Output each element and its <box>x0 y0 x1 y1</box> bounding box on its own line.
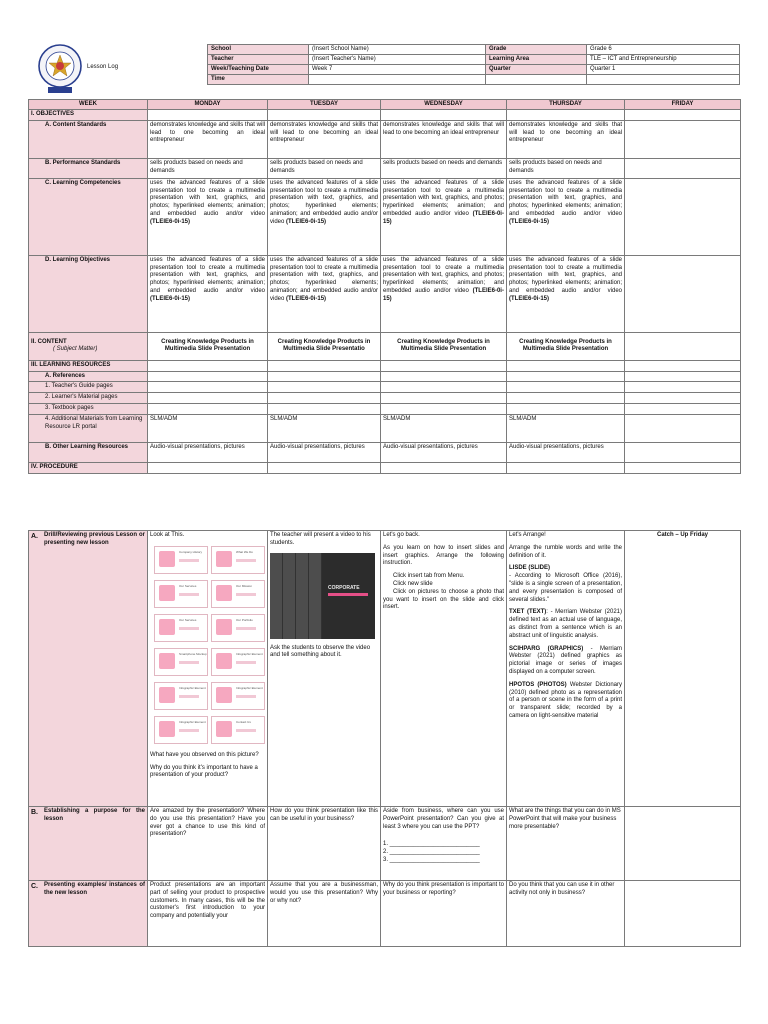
procedure-letter: B. <box>31 809 38 816</box>
cell-text: uses the advanced features of a slide presentation tool to create a multimedia presentation with text, graphics, and photos; hyperlinked elements; animation; and embedded audio and/or video <box>150 179 265 217</box>
cell-text: How do you think presentation like this can be useful in your business? <box>268 807 381 881</box>
cell-text: What are the things that you can do in MS PowerPoint that will make your business more presentable? <box>507 807 625 881</box>
slide-title: Our Portfolio <box>236 617 253 622</box>
definition-text: - Merriam Webster (2021) defined graphics as pictorial image or series of images displayed on a computer screen. <box>509 645 623 675</box>
day-header: MONDAY <box>148 100 268 110</box>
answer-line[interactable]: 2. ___________________________ <box>383 849 480 856</box>
cell-text: uses the advanced features of a slide presentation tool to create a multimedia presentation with text, graphics, and photos; hyperlinked elements; animation; and embedded audio and/or video <box>509 179 622 217</box>
info-label: Week/Teaching Date <box>208 65 309 75</box>
slide-thumbnail <box>154 580 208 608</box>
tg-pages-row <box>29 382 741 393</box>
row-label: B. Performance Standards <box>29 158 148 178</box>
row-label: B. Other Learning Resources <box>29 442 148 462</box>
cell-text: demonstrates knowledge and skills that will lead to one becoming an ideal entrepreneur <box>381 120 507 158</box>
info-label: Learning Area <box>486 55 587 65</box>
examples-row <box>29 881 741 947</box>
cell-text: demonstrates knowledge and skills that will lead to one becoming an ideal entrepreneur <box>507 120 625 158</box>
video-title: CORPORATE <box>328 584 360 591</box>
slide-title: Infographic Element <box>179 685 206 690</box>
slide-thumbnail <box>154 648 208 676</box>
cell-text: sells products based on needs and demands <box>268 158 381 178</box>
slide-image <box>216 721 232 737</box>
cell-text: uses the advanced features of a slide presentation tool to create a multimedia presentation with text, graphics, and photos; hyperlinked elements; animation; and embedded audio and/or video <box>270 179 378 225</box>
info-value: TLE – ICT and Entrepreneurship <box>587 55 740 65</box>
section-subtitle: ( Subject Matter) <box>53 346 98 353</box>
slide-image <box>159 721 175 737</box>
slide-thumbnail <box>211 682 265 710</box>
slide-bar <box>236 661 256 664</box>
slide-image <box>159 551 175 567</box>
learning-objectives-row <box>29 255 741 332</box>
procedure-letter: C. <box>31 883 38 890</box>
info-label <box>486 75 587 85</box>
slide-bar <box>179 729 199 732</box>
references-row <box>29 371 741 382</box>
other-resources-row <box>29 442 741 462</box>
drill-thursday <box>507 531 625 807</box>
cell-text: What have you observed on this picture? <box>150 751 259 758</box>
slide-thumbnail <box>154 682 208 710</box>
slide-title: Infographic Element <box>236 651 263 656</box>
day-header-row <box>29 100 741 110</box>
slide-bar <box>236 593 256 596</box>
slide-bar <box>179 593 199 596</box>
definition-text: - According to Microsoft Office (2016), "slide is a single screen of a presentation, and every presentation is composed of several slides." <box>509 573 622 603</box>
cell-text: uses the advanced features of a slide presentation tool to create a multimedia presentation with text, graphics, and photos; hyperlinked elements; animation; and embedded audio and/or video <box>509 256 622 294</box>
content-topic: Creating Knowledge Products in Multimedia Slide Presentation <box>148 332 268 360</box>
day-header: THURSDAY <box>507 100 625 110</box>
definition-photos <box>509 682 622 721</box>
slide-thumbnail <box>211 546 265 574</box>
day-header: WEDNESDAY <box>381 100 507 110</box>
slide-image <box>159 585 175 601</box>
competency-code: (TLEIE6-0i-15) <box>150 218 191 225</box>
cell-objective <box>507 255 625 332</box>
info-label: Time <box>208 75 309 85</box>
definition-term: SCIHPARG (GRAPHICS) <box>509 645 584 652</box>
slide-title: Our Services <box>179 617 197 622</box>
info-row-time <box>208 75 740 85</box>
textbook-pages-row <box>29 403 741 414</box>
day-header: FRIDAY <box>625 100 741 110</box>
cell-text: sells products based on needs and demands <box>507 158 625 178</box>
row-label: 1. Teacher's Guide pages <box>29 382 148 393</box>
cell-text: Arrange the rumble words and write the definition of it. <box>509 544 622 559</box>
cell-objective <box>381 255 507 332</box>
procedure-letter: A. <box>31 533 38 540</box>
cell-objective <box>148 255 268 332</box>
cell-text: demonstrates knowledge and skills that will lead to one becoming an ideal entrepreneur <box>268 120 381 158</box>
info-label: Teacher <box>208 55 309 65</box>
info-row-teacher <box>208 55 740 65</box>
cell-text: demonstrates knowledge and skills that will lead to one becoming an ideal entrepreneur <box>148 120 268 158</box>
instruction-item: Click insert tab from Menu. <box>393 573 465 580</box>
competency-code: (TLEIE6-0i-15) <box>286 295 327 302</box>
row-label: 3. Textbook pages <box>29 403 148 414</box>
cell-competency <box>268 178 381 255</box>
cell-text: The teacher will present a video to his students. <box>270 532 371 546</box>
slide-bar <box>179 661 199 664</box>
cell-text: As you learn on how to insert slides and insert graphics. Arrange the following instruction. <box>383 544 504 567</box>
procedure-table <box>28 530 741 947</box>
slide-image <box>216 585 232 601</box>
additional-materials-row <box>29 414 741 442</box>
cell-text: Assume that you are a businessman, would you use this presentation? Why or why not? <box>268 881 381 947</box>
procedure-title: Establishing a purpose for the lesson <box>44 808 145 822</box>
slide-bar <box>236 729 256 732</box>
slide-title: Infographic Element <box>236 685 263 690</box>
content-topic: Creating Knowledge Products in Multimedia Slide Presentation <box>507 332 625 360</box>
info-label: Quarter <box>486 65 587 75</box>
procedure-title-row <box>29 462 741 473</box>
cell-text: sells products based on needs and demands <box>381 158 507 178</box>
info-value: Quarter 1 <box>587 65 740 75</box>
row-label: D. Learning Objectives <box>29 255 148 332</box>
slide-bar <box>236 559 256 562</box>
content-row <box>29 332 741 360</box>
slide-image <box>216 619 232 635</box>
cell-text: Aside from business, where can you use PowerPoint presentation? Can you give at least 3 where you can use the PPT? <box>383 808 504 830</box>
slide-title: Our Mission <box>236 583 253 588</box>
instruction-item: Click new slide <box>393 580 433 587</box>
procedure-title: Drill/Reviewing previous Lesson or presenting new lesson <box>44 532 145 546</box>
performance-standards-row <box>29 158 741 178</box>
cell-text: Are amazed by the presentation? Where do you use this presentation? Have you ever got a chance to use this kind of presentation? <box>148 807 268 881</box>
cell-text: Look at This. <box>150 532 185 538</box>
instruction-item: Click on pictures to choose a photo that you want to insert on the slide and click insert. <box>383 588 504 611</box>
section-title: I. OBJECTIVES <box>29 110 148 121</box>
slide-bar <box>236 627 256 630</box>
slide-bar <box>236 695 256 698</box>
slide-image <box>159 687 175 703</box>
cell-text: uses the advanced features of a slide presentation tool to create a multimedia presentation with text, graphics, and photos; hyperlinked elements; animation; and embedded audio and/or video <box>270 256 378 302</box>
slide-image <box>159 653 175 669</box>
definition-term: HPOTOS (PHOTOS) <box>509 681 567 688</box>
row-label: A. References <box>29 371 148 382</box>
slide-bar <box>179 695 199 698</box>
row-label: A. Content Standards <box>29 120 148 158</box>
competency-code: (TLEIE6-0i-15) <box>150 295 191 302</box>
competency-code: (TLEIE6-0i-15) <box>286 218 327 225</box>
lesson-info-table <box>207 44 740 85</box>
section-title: II. CONTENT <box>31 338 67 345</box>
cell-text: Audio-visual presentations, pictures <box>148 442 268 462</box>
info-row-school <box>208 45 740 55</box>
info-value: (Insert School Name) <box>309 45 486 55</box>
info-value <box>587 75 740 85</box>
drill-monday <box>148 531 268 807</box>
answer-line[interactable]: 3. ___________________________ <box>383 856 480 863</box>
cell-text: Why do you think presentation is important to your business or reporting? <box>381 881 507 947</box>
slide-title: Company History <box>179 549 203 554</box>
drill-row <box>29 531 741 807</box>
video-thumbnail[interactable] <box>270 553 375 639</box>
cell-text: uses the advanced features of a slide presentation tool to create a multimedia presentation with text, graphics, and photos; hyperlinked elements; animation; and embedded audio and/or video <box>383 256 504 294</box>
drill-friday: Catch – Up Friday <box>625 531 741 807</box>
cell-text: Product presentations are an important part of selling your product to prospective customers. In many cases, this will be the customer's first introduction to your company and potentially your <box>148 881 268 947</box>
slide-image <box>216 687 232 703</box>
slide-title: Contact Us <box>236 719 251 724</box>
video-accent-bar <box>328 593 368 596</box>
deped-seal-logo <box>38 42 82 96</box>
content-topic: Creating Knowledge Products in Multimedia Slide Presentation <box>381 332 507 360</box>
slide-title: Smartphone Mockup <box>179 651 207 656</box>
cell-text: SLM/ADM <box>507 414 625 442</box>
cell-text: uses the advanced features of a slide presentation tool to create a multimedia presentation with text, graphics, and photos; hyperlinked elements; animation; and embedded audio and/or video <box>150 256 265 294</box>
cell-text: Ask the students to observe the video and tell something about it. <box>270 644 371 659</box>
procedure-title: Presenting examples/ instances of the new lesson <box>44 882 145 896</box>
drill-tuesday <box>268 531 381 807</box>
slide-thumbnail <box>154 614 208 642</box>
info-value: Grade 6 <box>587 45 740 55</box>
slide-image <box>216 551 232 567</box>
day-header: WEEK <box>29 100 148 110</box>
info-value <box>309 75 486 85</box>
definition-slide <box>509 565 622 604</box>
row-label: 4. Additional Materials from Learning Resource LR portal <box>29 414 148 442</box>
info-label: School <box>208 45 309 55</box>
content-standards-row <box>29 120 741 158</box>
info-value: Week 7 <box>309 65 486 75</box>
row-label: 2. Learner's Material pages <box>29 393 148 404</box>
day-header: TUESDAY <box>268 100 381 110</box>
lesson-log-label: Lesson Log <box>87 64 119 70</box>
slide-thumbnail <box>154 716 208 744</box>
cell-text: Audio-visual presentations, pictures <box>268 442 381 462</box>
procedure-label <box>29 531 148 807</box>
competency-code: (TLEIE6-0i-15) <box>383 287 504 302</box>
section-title: IV. PROCEDURE <box>29 462 148 473</box>
purpose-row <box>29 807 741 881</box>
info-label: Grade <box>486 45 587 55</box>
cell-text: Let's Arrange! <box>509 532 546 538</box>
slide-thumbnail <box>211 580 265 608</box>
competency-code: (TLEIE6-0i-15) <box>383 210 504 225</box>
cell-competency <box>507 178 625 255</box>
slide-title: What We Do <box>236 549 253 554</box>
slide-title: Infographic Element <box>179 719 206 724</box>
slide-image <box>216 653 232 669</box>
slide-image <box>159 619 175 635</box>
cell-competency <box>381 178 507 255</box>
row-label: C. Learning Competencies <box>29 178 148 255</box>
competency-code: (TLEIE6-0i-15) <box>509 295 550 302</box>
definition-term: TXET (TEXT) <box>509 609 547 616</box>
cell-text: SLM/ADM <box>268 414 381 442</box>
slide-bar <box>179 627 199 630</box>
cell-text: SLM/ADM <box>381 414 507 442</box>
definition-term: LISDE (SLIDE) <box>509 565 551 572</box>
slide-thumbnails <box>154 546 265 744</box>
section-title: III. LEARNING RESOURCES <box>29 360 148 371</box>
info-row-week <box>208 65 740 75</box>
slide-thumbnail <box>154 546 208 574</box>
resources-title-row <box>29 360 741 371</box>
cell-text: sells products based on needs and demands <box>148 158 268 178</box>
cell-text: SLM/ADM <box>148 414 268 442</box>
slide-thumbnail <box>211 648 265 676</box>
definition-text-item <box>509 609 622 640</box>
content-topic: Creating Knowledge Products in Multimedia Slide Presentatio <box>268 332 381 360</box>
cell-text: uses the advanced features of a slide presentation tool to create a multimedia presentation with text, graphics, and photos; hyperlinked elements; animation; and embedded audio and/or video <box>383 179 504 217</box>
purpose-wednesday <box>381 807 507 881</box>
definition-text: : - Merriam Webster (2021) defined text as an actual use of language, as distinct from a sentence which is an abstract unit of linguistic analysis. <box>509 609 622 639</box>
lm-pages-row <box>29 393 741 404</box>
cell-text: Why do you think it's important to have a presentation of your product? <box>150 764 258 779</box>
answer-line[interactable]: 1. ___________________________ <box>383 841 480 848</box>
info-value: (Insert Teacher's Name) <box>309 55 486 65</box>
cell-objective <box>268 255 381 332</box>
slide-title: Our Services <box>179 583 197 588</box>
competency-code: (TLEIE6-0i-15) <box>509 218 550 225</box>
cell-competency <box>148 178 268 255</box>
cell-text: Audio-visual presentations, pictures <box>381 442 507 462</box>
definition-graphics <box>509 646 622 677</box>
content-label <box>29 332 148 360</box>
learning-competencies-row <box>29 178 741 255</box>
definition-text: Webster Dictionary (2010) defined photo as a representation of a person or scene in the form of a print or transparent slide; recorded by a camera on light-sensitive material <box>509 681 623 719</box>
cell-text: Audio-visual presentations, pictures <box>507 442 625 462</box>
procedure-label <box>29 881 148 947</box>
cell-text: Do you think that you can use it in other activity not only in business? <box>507 881 625 947</box>
drill-wednesday <box>381 531 507 807</box>
lesson-plan-table <box>28 99 741 474</box>
video-faces-image <box>270 553 322 639</box>
slide-thumbnail <box>211 614 265 642</box>
procedure-label <box>29 807 148 881</box>
cell-text: Let's go back. <box>383 532 420 538</box>
objectives-row <box>29 110 741 121</box>
slide-thumbnail <box>211 716 265 744</box>
slide-bar <box>179 559 199 562</box>
